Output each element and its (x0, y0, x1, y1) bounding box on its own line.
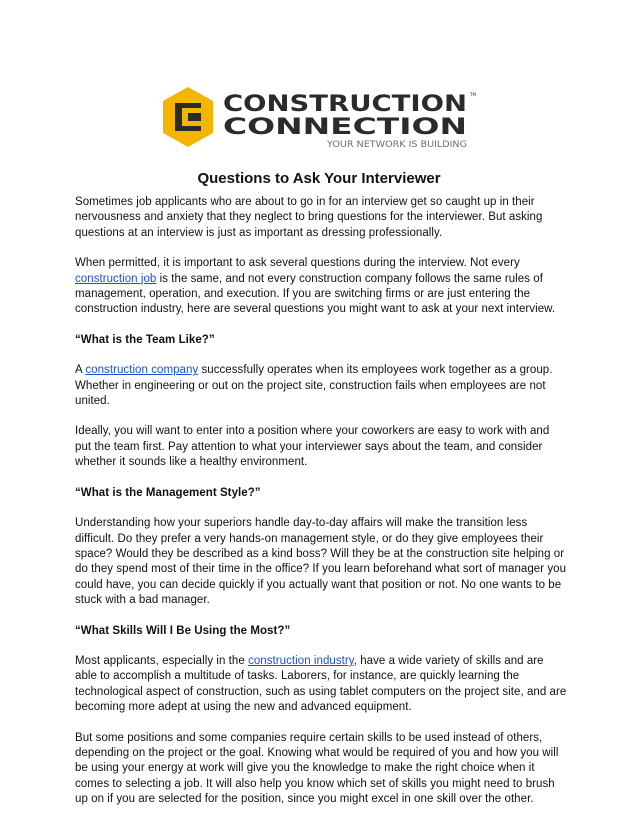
paragraph-skills-positions: But some positions and some companies require certain skills to be used instead of others, depending on the project or the goal. Knowing what would be required of you and how you will be using your energy at work will give you the knowledge to make the right choice when it comes to selecting a job. It will also help you know which set of skills you might need to brush up on if you are selected for the position, since you might excel in one skill over the other. (75, 731, 559, 806)
paragraph-permitted-text-after: is the same, and not every construction company follows the same rules of management, operation, and execution. If you are switching firms or are just entering the construction industry, here are several questions you might want to ask at your next interview. (75, 272, 556, 316)
paragraph-skills-industry (75, 654, 567, 716)
construction-company-link[interactable]: construction company (85, 364, 199, 377)
paragraph-skills-text-after: , have a wide variety of skills and are able to accomplish a multitude of tasks. Laborers, for instance, are quickly learning the technological aspect of construction, such as using tablet computers on the project site, and are becoming more adept at using the new and advanced equipment. (75, 654, 567, 714)
logo-line2: CONNECTION (223, 115, 467, 140)
heading-team: “What is the Team Like?” (75, 333, 215, 346)
logo-line1: CONSTRUCTION (223, 92, 467, 117)
paragraph-team-text-before: A (75, 364, 86, 377)
logo-tagline: YOUR NETWORK IS BUILDING (325, 140, 467, 150)
paragraph-skills-text-before: Most applicants, especially in the (75, 654, 249, 667)
construction-connection-logo (160, 86, 480, 150)
heading-skills: “What Skills Will I Be Using the Most?” (75, 624, 291, 637)
paragraph-team-company (75, 363, 567, 409)
paragraph-team-ideal: Ideally, you will want to enter into a position where your coworkers are easy to work with and put the team first. Pay attention to what your interviewer says about the team, and consider whether it sounds like a healthy environment. (75, 425, 550, 469)
document-title: Questions to Ask Your Interviewer (197, 170, 441, 187)
paragraph-management: Understanding how your superiors handle day-to-day affairs will make the transition less difficult. Do they prefer a very hands-on management style, or do they give employees their space? Would they be described as a kind boss? Will they be at the construction site helping or do they spend most of their time in the office? If you learn beforehand what sort of manager you could have, you can decide quickly if you actually want that position or not. No one wants to be stuck with a bad manager. (75, 517, 567, 607)
heading-management: “What is the Management Style?” (75, 486, 261, 499)
construction-industry-link[interactable]: construction industry (248, 654, 354, 667)
logo-graphic (160, 86, 480, 150)
document-body (75, 195, 567, 823)
paragraph-permitted (75, 256, 567, 318)
paragraph-permitted-text-before: When permitted, it is important to ask several questions during the interview. Not every (75, 257, 520, 270)
paragraph-team-text-after: successfully operates when its employees work together as a group. Whether in engineering or out on the project site, construction fails when employees are not united. (75, 364, 553, 408)
emblem-bar-icon (188, 113, 201, 121)
construction-job-link[interactable]: construction job (75, 272, 157, 285)
logo-trademark: TM (470, 92, 476, 97)
paragraph-intro: Sometimes job applicants who are about to go in for an interview get so caught up in their nervousness and anxiety that they neglect to bring questions for the interviewer. But asking questions at an interview is just as important as dressing professionally. (75, 196, 543, 239)
